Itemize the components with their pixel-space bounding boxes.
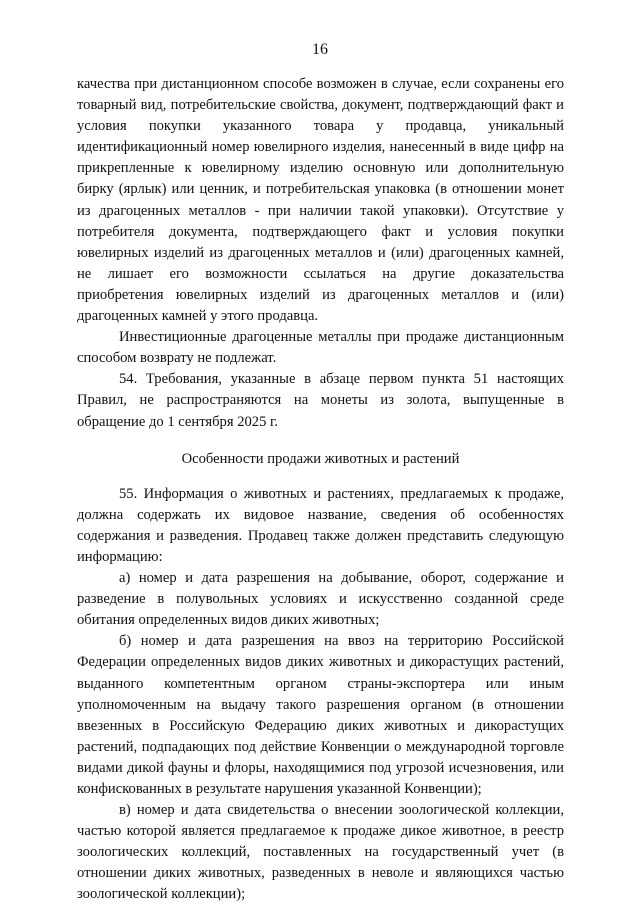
subitem-v: в) номер и дата свидетельства о внесении зоологической коллекции, частью которой является предлагаемое к продаже дикое животное, в реестр зоологических коллекций, поставленных на государственный учет (в отношении диких животных, разведенных в неволе и являющихся частью зоологической коллекции); — [77, 802, 564, 903]
subitem-b: б) номер и дата разрешения на ввоз на территорию Российской Федерации определенных видов диких животных и дикорастущих растений, выданного компетентным органом страны-экспортера или иным уполномоченным на выдачу такого разрешения органом (в отношении ввезенных в Российскую Федерацию диких животных и дикорастущих растений, подпадающих под действие Конвенции о международной торговле видами дикой фауны и флоры, находящимися под угрозой исчезновения, или конфискованных в результате нарушения указанной Конвенции); — [77, 633, 564, 797]
paragraph-jewelry-return-conditions: качества при дистанционном способе возможен в случае, если сохранены его товарный вид, потребительские свойства, документ, подтверждающий факт и условия покупки указанного товара у продавца, уникальный идентификационный номер ювелирного изделия, нанесенный в виде цифр на прикрепленные к ювелирному изделию основную или дополнительную бирку (ярлык) или ценник, и потребительская упаковка (в отношении монет из драгоценных металлов - при наличии такой упаковки). Отсутствие у потребителя документа, подтверждающего факт и условия покупки ювелирных изделий из драгоценных металлов и (или) драгоценных камней, не лишает его возможности ссылаться на другие доказательства приобретения ювелирных изделий из драгоценных металлов и (или) драгоценных камней у этого продавца. — [77, 76, 564, 325]
subitem-a: а) номер и дата разрешения на добывание, оборот, содержание и разведение в полувольных условиях и искусственно созданной среде обитания определенных видов диких животных; — [77, 570, 564, 629]
paragraph-item-55: 55. Информация о животных и растениях, предлагаемых к продаже, должна содержать их видовое название, сведения об особенностях содержания и разведения. Продавец также должен представить следующую информацию: — [77, 485, 564, 565]
section-heading: Особенности продажи животных и растений — [181, 450, 460, 467]
page-number: 16 — [312, 41, 328, 58]
document-body — [77, 74, 564, 906]
paragraph-item-54: 54. Требования, указанные в абзаце первом пункта 51 настоящих Правил, не распространяются на монеты из золота, выпущенные в обращение до 1 сентября 2025 г. — [77, 371, 564, 430]
paragraph-investment-metals: Инвестиционные драгоценные металлы при продаже дистанционным способом возврату не подлежат. — [77, 329, 564, 367]
